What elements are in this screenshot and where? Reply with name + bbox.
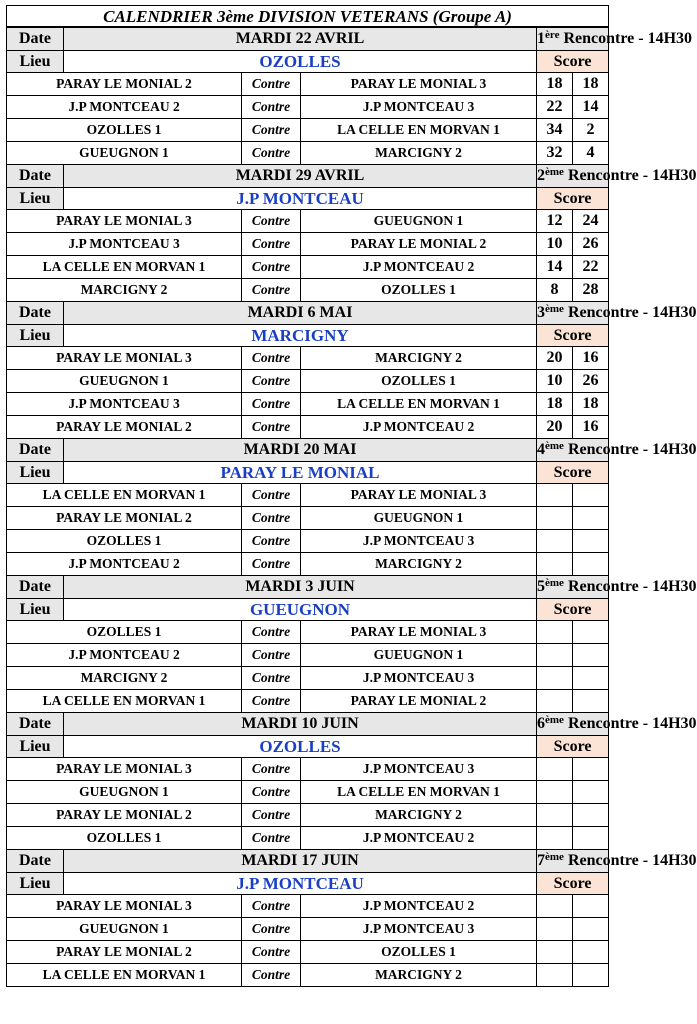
home-team: PARAY LE MONIAL 3 xyxy=(7,758,242,781)
round-header-row xyxy=(7,713,609,736)
lieu-label: Lieu xyxy=(7,462,64,484)
home-score xyxy=(537,621,573,644)
round-header-row xyxy=(7,27,609,51)
lieu-label: Lieu xyxy=(7,51,64,73)
match-row xyxy=(7,690,609,713)
away-score xyxy=(573,553,609,576)
rencontre-ordinal: ère xyxy=(545,29,560,42)
home-team: J.P MONTCEAU 2 xyxy=(7,96,242,119)
contre-label: Contre xyxy=(242,918,301,941)
match-row xyxy=(7,895,609,918)
round-date: MARDI 3 JUIN xyxy=(64,576,537,599)
match-row xyxy=(7,827,609,850)
home-team: PARAY LE MONIAL 2 xyxy=(7,73,242,96)
home-team: OZOLLES 1 xyxy=(7,119,242,142)
contre-label: Contre xyxy=(242,393,301,416)
score-label: Score xyxy=(537,325,609,347)
round-date: MARDI 6 MAI xyxy=(64,302,537,325)
page-title: CALENDRIER 3ème DIVISION VETERANS (Groupe A) xyxy=(7,6,609,28)
away-team: LA CELLE EN MORVAN 1 xyxy=(301,119,537,142)
match-row xyxy=(7,279,609,302)
round-venue-row xyxy=(7,462,609,484)
contre-label: Contre xyxy=(242,827,301,850)
rencontre-ordinal: ème xyxy=(545,166,564,179)
match-row xyxy=(7,393,609,416)
home-score xyxy=(537,918,573,941)
contre-label: Contre xyxy=(242,416,301,439)
away-score: 2 xyxy=(573,119,609,142)
rencontre-text: Rencontre - 14H30 xyxy=(563,852,697,869)
contre-label: Contre xyxy=(242,256,301,279)
lieu-label: Lieu xyxy=(7,599,64,621)
match-row xyxy=(7,621,609,644)
home-score xyxy=(537,964,573,987)
away-team: LA CELLE EN MORVAN 1 xyxy=(301,393,537,416)
home-team: PARAY LE MONIAL 2 xyxy=(7,507,242,530)
home-team: LA CELLE EN MORVAN 1 xyxy=(7,484,242,507)
away-score xyxy=(573,964,609,987)
contre-label: Contre xyxy=(242,210,301,233)
home-team: J.P MONTCEAU 3 xyxy=(7,393,242,416)
contre-label: Contre xyxy=(242,96,301,119)
away-score xyxy=(573,484,609,507)
away-team: J.P MONTCEAU 2 xyxy=(301,416,537,439)
score-label: Score xyxy=(537,462,609,484)
away-team: J.P MONTCEAU 3 xyxy=(301,758,537,781)
home-score xyxy=(537,644,573,667)
home-score: 10 xyxy=(537,370,573,393)
round-header-row xyxy=(7,302,609,325)
date-label: Date xyxy=(7,27,64,51)
rencontre-text: Rencontre - 14H30 xyxy=(563,578,697,595)
home-team: PARAY LE MONIAL 2 xyxy=(7,416,242,439)
round-venue-row xyxy=(7,599,609,621)
rencontre-number: 1 xyxy=(537,30,545,47)
round-venue-row xyxy=(7,188,609,210)
away-score xyxy=(573,644,609,667)
match-row xyxy=(7,758,609,781)
rencontre-label xyxy=(537,27,693,51)
home-score xyxy=(537,895,573,918)
venue-name: J.P MONTCEAU xyxy=(64,188,537,210)
match-row xyxy=(7,644,609,667)
away-score: 4 xyxy=(573,142,609,165)
home-score: 8 xyxy=(537,279,573,302)
away-score xyxy=(573,530,609,553)
contre-label: Contre xyxy=(242,895,301,918)
rencontre-ordinal: ème xyxy=(545,303,564,316)
away-team: PARAY LE MONIAL 3 xyxy=(301,484,537,507)
away-team: PARAY LE MONIAL 3 xyxy=(301,73,537,96)
lieu-label: Lieu xyxy=(7,873,64,895)
match-row xyxy=(7,553,609,576)
home-team: GUEUGNON 1 xyxy=(7,781,242,804)
contre-label: Contre xyxy=(242,530,301,553)
home-team: PARAY LE MONIAL 3 xyxy=(7,210,242,233)
home-score xyxy=(537,507,573,530)
lieu-label: Lieu xyxy=(7,325,64,347)
contre-label: Contre xyxy=(242,347,301,370)
away-score xyxy=(573,507,609,530)
home-team: OZOLLES 1 xyxy=(7,530,242,553)
home-score xyxy=(537,667,573,690)
home-score: 12 xyxy=(537,210,573,233)
match-row xyxy=(7,256,609,279)
round-date: MARDI 17 JUIN xyxy=(64,850,537,873)
rencontre-number: 2 xyxy=(537,167,545,184)
venue-name: PARAY LE MONIAL xyxy=(64,462,537,484)
away-team: J.P MONTCEAU 2 xyxy=(301,256,537,279)
venue-name: MARCIGNY xyxy=(64,325,537,347)
match-row xyxy=(7,964,609,987)
contre-label: Contre xyxy=(242,119,301,142)
rencontre-label xyxy=(537,713,697,736)
round-header-row xyxy=(7,165,609,188)
away-team: OZOLLES 1 xyxy=(301,370,537,393)
rencontre-number: 6 xyxy=(537,715,545,732)
match-row xyxy=(7,416,609,439)
home-score xyxy=(537,530,573,553)
round-venue-row xyxy=(7,51,609,73)
home-score: 32 xyxy=(537,142,573,165)
contre-label: Contre xyxy=(242,667,301,690)
round-header-row xyxy=(7,850,609,873)
home-score: 18 xyxy=(537,393,573,416)
away-score: 24 xyxy=(573,210,609,233)
away-score xyxy=(573,781,609,804)
title-row xyxy=(7,6,609,28)
rencontre-label xyxy=(537,439,697,462)
rencontre-number: 3 xyxy=(537,304,545,321)
round-date: MARDI 10 JUIN xyxy=(64,713,537,736)
rencontre-text: Rencontre - 14H30 xyxy=(559,30,693,47)
home-score: 20 xyxy=(537,416,573,439)
rencontre-ordinal: ème xyxy=(545,440,564,453)
round-venue-row xyxy=(7,736,609,758)
home-team: MARCIGNY 2 xyxy=(7,279,242,302)
contre-label: Contre xyxy=(242,484,301,507)
rencontre-label xyxy=(537,165,697,188)
home-team: J.P MONTCEAU 3 xyxy=(7,233,242,256)
away-team: GUEUGNON 1 xyxy=(301,644,537,667)
home-team: OZOLLES 1 xyxy=(7,827,242,850)
away-score xyxy=(573,918,609,941)
contre-label: Contre xyxy=(242,644,301,667)
away-score xyxy=(573,621,609,644)
rencontre-label xyxy=(537,302,697,325)
away-score xyxy=(573,827,609,850)
contre-label: Contre xyxy=(242,941,301,964)
home-team: GUEUGNON 1 xyxy=(7,370,242,393)
home-team: LA CELLE EN MORVAN 1 xyxy=(7,964,242,987)
home-score xyxy=(537,690,573,713)
home-score: 10 xyxy=(537,233,573,256)
home-team: LA CELLE EN MORVAN 1 xyxy=(7,690,242,713)
away-team: J.P MONTCEAU 3 xyxy=(301,96,537,119)
venue-name: J.P MONTCEAU xyxy=(64,873,537,895)
lieu-label: Lieu xyxy=(7,188,64,210)
match-row xyxy=(7,347,609,370)
round-date: MARDI 29 AVRIL xyxy=(64,165,537,188)
match-row xyxy=(7,233,609,256)
venue-name: OZOLLES xyxy=(64,51,537,73)
contre-label: Contre xyxy=(242,964,301,987)
home-team: PARAY LE MONIAL 2 xyxy=(7,941,242,964)
away-score: 18 xyxy=(573,73,609,96)
contre-label: Contre xyxy=(242,621,301,644)
home-score xyxy=(537,781,573,804)
rencontre-text: Rencontre - 14H30 xyxy=(563,167,697,184)
away-team: GUEUGNON 1 xyxy=(301,210,537,233)
home-team: MARCIGNY 2 xyxy=(7,667,242,690)
rencontre-ordinal: ème xyxy=(545,714,564,727)
lieu-label: Lieu xyxy=(7,736,64,758)
venue-name: OZOLLES xyxy=(64,736,537,758)
match-row xyxy=(7,941,609,964)
away-score: 16 xyxy=(573,416,609,439)
away-team: OZOLLES 1 xyxy=(301,279,537,302)
away-score: 26 xyxy=(573,370,609,393)
round-date: MARDI 22 AVRIL xyxy=(64,27,537,51)
schedule-table xyxy=(6,5,697,987)
rencontre-ordinal: ème xyxy=(545,851,564,864)
rencontre-number: 7 xyxy=(537,852,545,869)
away-score xyxy=(573,690,609,713)
venue-name: GUEUGNON xyxy=(64,599,537,621)
home-score: 14 xyxy=(537,256,573,279)
home-score: 22 xyxy=(537,96,573,119)
home-team: J.P MONTCEAU 2 xyxy=(7,644,242,667)
rencontre-text: Rencontre - 14H30 xyxy=(563,304,697,321)
contre-label: Contre xyxy=(242,142,301,165)
contre-label: Contre xyxy=(242,507,301,530)
date-label: Date xyxy=(7,439,64,462)
rencontre-text: Rencontre - 14H30 xyxy=(563,441,697,458)
away-score: 14 xyxy=(573,96,609,119)
away-team: MARCIGNY 2 xyxy=(301,142,537,165)
home-score: 20 xyxy=(537,347,573,370)
date-label: Date xyxy=(7,850,64,873)
match-row xyxy=(7,507,609,530)
home-team: PARAY LE MONIAL 2 xyxy=(7,804,242,827)
home-team: J.P MONTCEAU 2 xyxy=(7,553,242,576)
home-team: PARAY LE MONIAL 3 xyxy=(7,895,242,918)
away-score xyxy=(573,667,609,690)
away-score: 16 xyxy=(573,347,609,370)
home-score xyxy=(537,941,573,964)
match-row xyxy=(7,142,609,165)
away-team: PARAY LE MONIAL 2 xyxy=(301,690,537,713)
home-team: PARAY LE MONIAL 3 xyxy=(7,347,242,370)
round-header-row xyxy=(7,439,609,462)
away-team: J.P MONTCEAU 2 xyxy=(301,895,537,918)
match-row xyxy=(7,667,609,690)
match-row xyxy=(7,484,609,507)
match-row xyxy=(7,918,609,941)
rencontre-label xyxy=(537,576,697,599)
away-score xyxy=(573,895,609,918)
home-team: OZOLLES 1 xyxy=(7,621,242,644)
away-score: 22 xyxy=(573,256,609,279)
away-score: 28 xyxy=(573,279,609,302)
away-team: GUEUGNON 1 xyxy=(301,507,537,530)
rencontre-number: 4 xyxy=(537,441,545,458)
contre-label: Contre xyxy=(242,690,301,713)
contre-label: Contre xyxy=(242,370,301,393)
contre-label: Contre xyxy=(242,73,301,96)
away-team: PARAY LE MONIAL 3 xyxy=(301,621,537,644)
home-score xyxy=(537,553,573,576)
away-score xyxy=(573,758,609,781)
away-team: MARCIGNY 2 xyxy=(301,804,537,827)
score-label: Score xyxy=(537,188,609,210)
contre-label: Contre xyxy=(242,781,301,804)
match-row xyxy=(7,73,609,96)
rencontre-ordinal: ème xyxy=(545,577,564,590)
home-team: LA CELLE EN MORVAN 1 xyxy=(7,256,242,279)
away-team: J.P MONTCEAU 3 xyxy=(301,530,537,553)
match-row xyxy=(7,530,609,553)
schedule-body xyxy=(7,6,697,987)
score-label: Score xyxy=(537,51,609,73)
round-header-row xyxy=(7,576,609,599)
away-score: 18 xyxy=(573,393,609,416)
away-team: J.P MONTCEAU 3 xyxy=(301,918,537,941)
home-score xyxy=(537,484,573,507)
away-score xyxy=(573,804,609,827)
round-venue-row xyxy=(7,325,609,347)
match-row xyxy=(7,96,609,119)
away-team: LA CELLE EN MORVAN 1 xyxy=(301,781,537,804)
date-label: Date xyxy=(7,713,64,736)
date-label: Date xyxy=(7,302,64,325)
away-team: MARCIGNY 2 xyxy=(301,347,537,370)
away-team: OZOLLES 1 xyxy=(301,941,537,964)
score-label: Score xyxy=(537,736,609,758)
round-venue-row xyxy=(7,873,609,895)
rencontre-text: Rencontre - 14H30 xyxy=(563,715,697,732)
rencontre-number: 5 xyxy=(537,578,545,595)
home-score xyxy=(537,804,573,827)
match-row xyxy=(7,781,609,804)
away-team: MARCIGNY 2 xyxy=(301,964,537,987)
contre-label: Contre xyxy=(242,233,301,256)
match-row xyxy=(7,210,609,233)
match-row xyxy=(7,370,609,393)
contre-label: Contre xyxy=(242,279,301,302)
score-label: Score xyxy=(537,873,609,895)
away-score xyxy=(573,941,609,964)
away-team: J.P MONTCEAU 2 xyxy=(301,827,537,850)
home-team: GUEUGNON 1 xyxy=(7,918,242,941)
home-score: 18 xyxy=(537,73,573,96)
away-team: PARAY LE MONIAL 2 xyxy=(301,233,537,256)
date-label: Date xyxy=(7,165,64,188)
score-label: Score xyxy=(537,599,609,621)
contre-label: Contre xyxy=(242,553,301,576)
home-score: 34 xyxy=(537,119,573,142)
contre-label: Contre xyxy=(242,758,301,781)
away-team: MARCIGNY 2 xyxy=(301,553,537,576)
match-row xyxy=(7,804,609,827)
rencontre-label xyxy=(537,850,697,873)
home-team: GUEUGNON 1 xyxy=(7,142,242,165)
away-team: J.P MONTCEAU 3 xyxy=(301,667,537,690)
round-date: MARDI 20 MAI xyxy=(64,439,537,462)
date-label: Date xyxy=(7,576,64,599)
away-score: 26 xyxy=(573,233,609,256)
home-score xyxy=(537,758,573,781)
home-score xyxy=(537,827,573,850)
match-row xyxy=(7,119,609,142)
contre-label: Contre xyxy=(242,804,301,827)
